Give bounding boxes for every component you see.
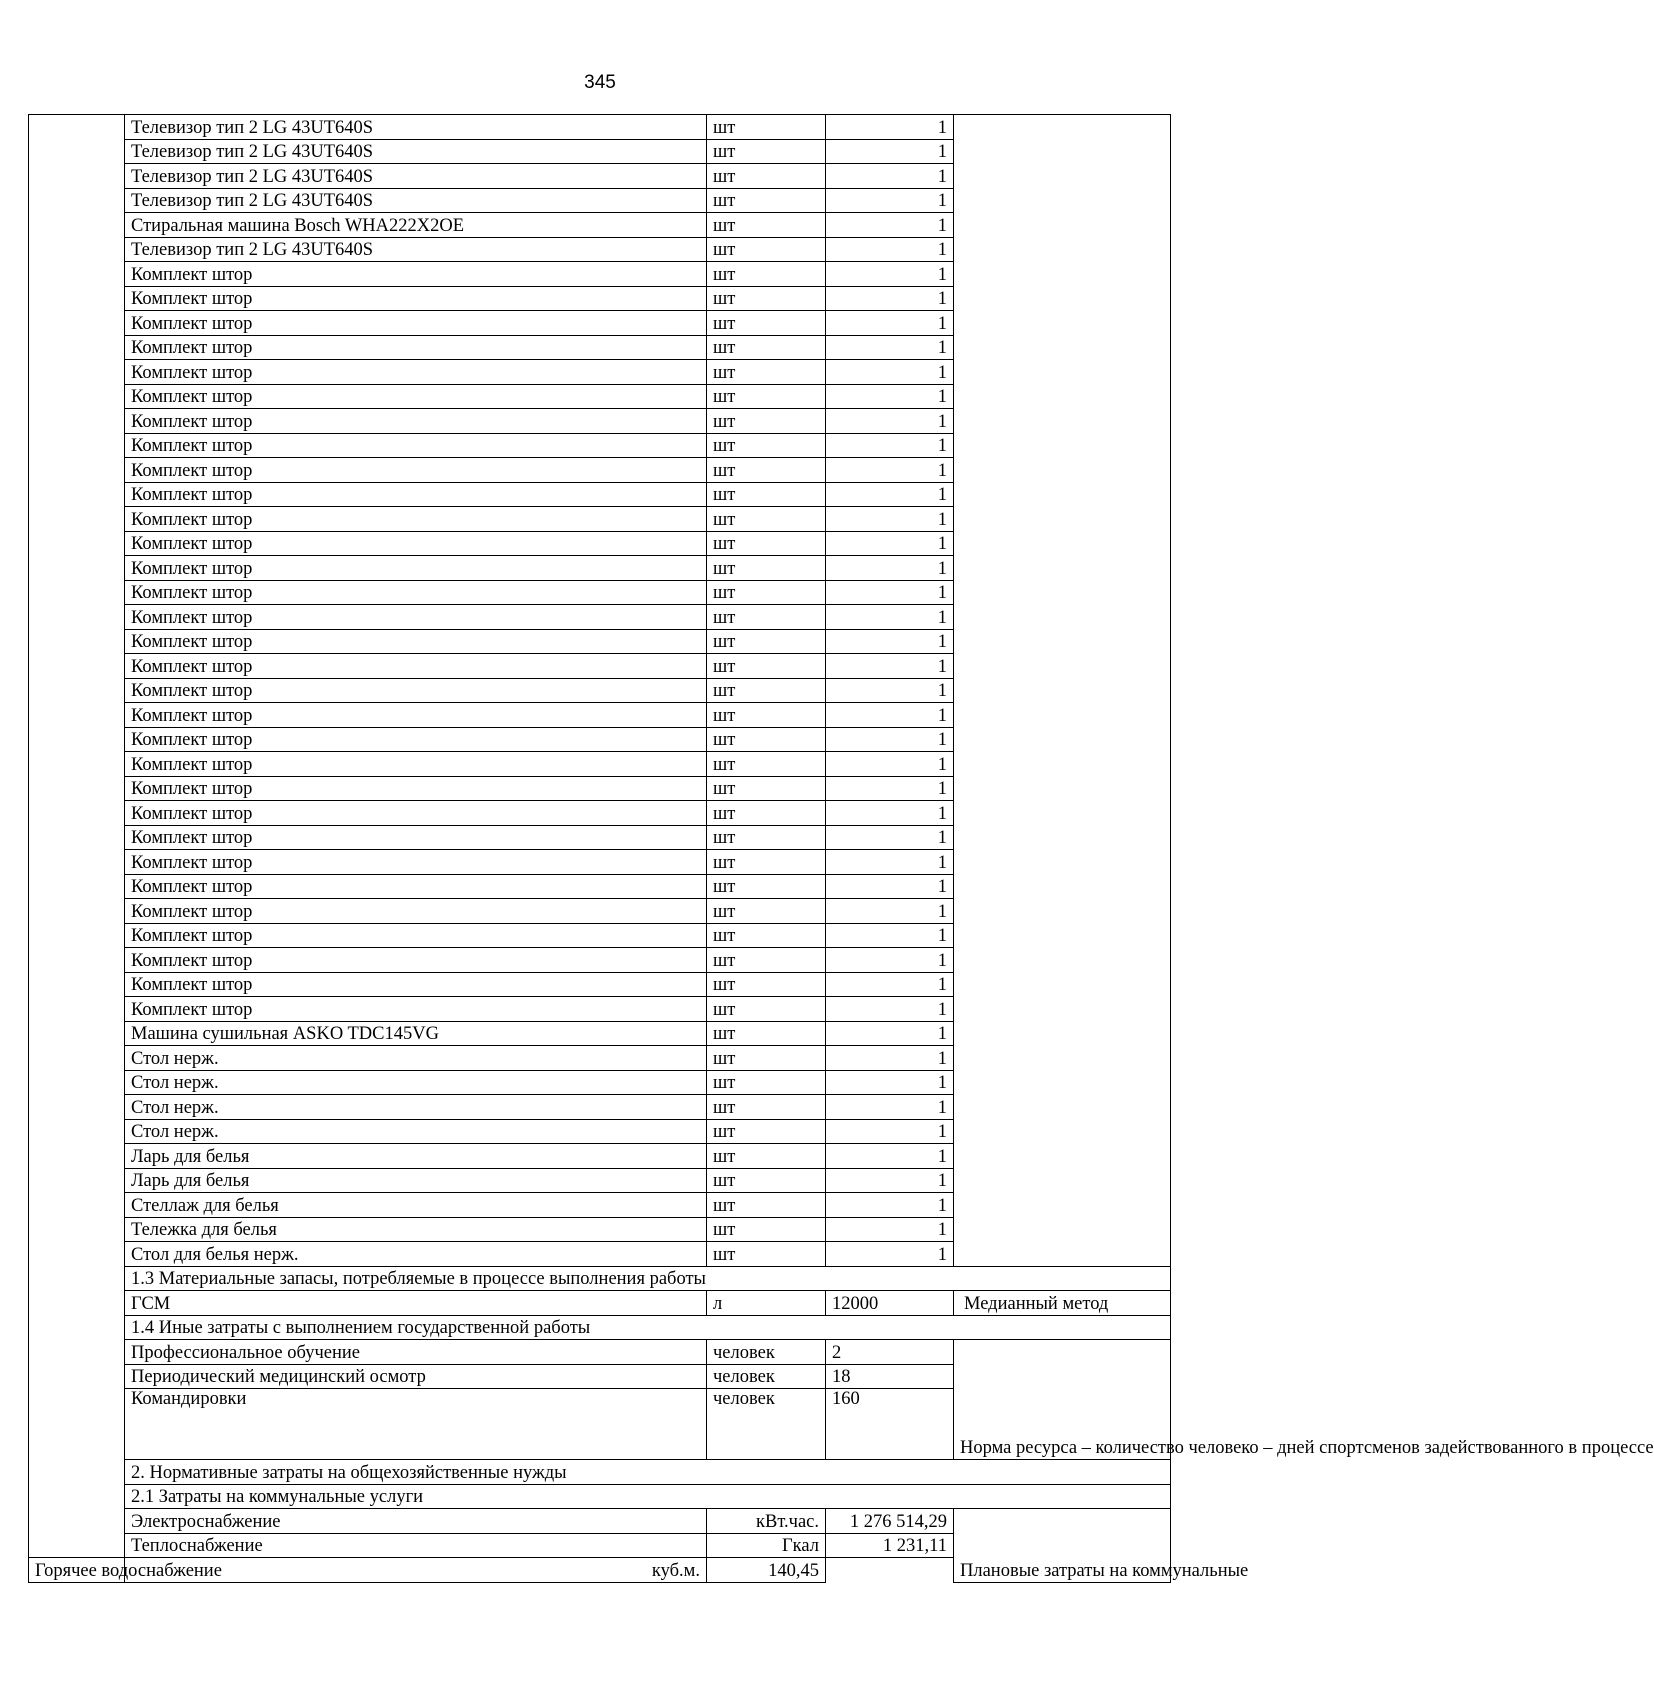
- unit-cell: шт: [707, 703, 826, 728]
- unit-cell: шт: [707, 531, 826, 556]
- unit-cell: шт: [707, 335, 826, 360]
- page-number: 345: [584, 72, 616, 93]
- qty-cell: 1: [826, 580, 954, 605]
- qty-cell: 1: [826, 458, 954, 483]
- qty-cell: 1: [826, 1144, 954, 1169]
- qty-cell: 18: [826, 1364, 954, 1389]
- name-cell: Стиральная машина Bosch WHA222X2OE: [125, 213, 707, 238]
- qty-cell: 1: [826, 1242, 954, 1267]
- name-cell: Комплект штор: [125, 801, 707, 826]
- unit-cell: шт: [707, 801, 826, 826]
- unit-cell: шт: [707, 825, 826, 850]
- unit-cell: шт: [707, 433, 826, 458]
- name-cell: Телевизор тип 2 LG 43UT640S: [125, 188, 707, 213]
- qty-cell: 160: [826, 1389, 954, 1460]
- qty-cell: 1: [826, 1119, 954, 1144]
- unit-cell: человек: [707, 1364, 826, 1389]
- unit-cell: шт: [707, 139, 826, 164]
- unit-cell: шт: [707, 874, 826, 899]
- unit-cell: шт: [707, 1095, 826, 1120]
- qty-cell: 1: [826, 335, 954, 360]
- qty-cell: 1: [826, 115, 954, 140]
- qty-cell: 1: [826, 1046, 954, 1071]
- qty-cell: 1 231,11: [826, 1533, 954, 1558]
- table-row: [29, 1509, 1171, 1534]
- qty-cell: 1: [826, 311, 954, 336]
- name-cell: Комплект штор: [125, 433, 707, 458]
- qty-cell: 1: [826, 997, 954, 1022]
- unit-cell: шт: [707, 237, 826, 262]
- qty-cell: 1: [826, 139, 954, 164]
- unit-cell: шт: [707, 1193, 826, 1218]
- qty-cell: 1: [826, 1070, 954, 1095]
- qty-cell: 1: [826, 972, 954, 997]
- name-cell: Командировки: [125, 1389, 707, 1460]
- section-2-1-title: 2.1 Затраты на коммунальные услуги: [125, 1484, 1171, 1509]
- unit-cell: шт: [707, 776, 826, 801]
- unit-cell: шт: [707, 580, 826, 605]
- qty-cell: 1: [826, 1193, 954, 1218]
- unit-cell: шт: [707, 605, 826, 630]
- table-row: [29, 1291, 1171, 1316]
- name-cell: Комплект штор: [125, 752, 707, 777]
- name-cell: Комплект штор: [125, 384, 707, 409]
- name-cell: Телевизор тип 2 LG 43UT640S: [125, 164, 707, 189]
- name-cell: Ларь для белья: [125, 1144, 707, 1169]
- unit-cell: шт: [707, 1242, 826, 1267]
- qty-cell: 1: [826, 286, 954, 311]
- qty-cell: 1: [826, 164, 954, 189]
- qty-cell: 1: [826, 654, 954, 679]
- qty-cell: 2: [826, 1340, 954, 1365]
- unit-cell: шт: [707, 727, 826, 752]
- qty-cell: 1 276 514,29: [826, 1509, 954, 1534]
- name-cell: Комплект штор: [125, 997, 707, 1022]
- name-cell: Комплект штор: [125, 311, 707, 336]
- unit-cell: шт: [707, 482, 826, 507]
- qty-cell: 1: [826, 531, 954, 556]
- qty-cell: 1: [826, 629, 954, 654]
- name-cell: Комплект штор: [125, 825, 707, 850]
- resource-table: [28, 114, 1654, 1583]
- unit-cell: человек: [707, 1389, 826, 1460]
- unit-cell: шт: [707, 1217, 826, 1242]
- unit-cell: шт: [707, 899, 826, 924]
- unit-cell: шт: [707, 311, 826, 336]
- unit-cell: шт: [707, 629, 826, 654]
- section-1-3-title: 1.3 Материальные запасы, потребляемые в процессе выполнения работы: [125, 1266, 1171, 1291]
- name-cell: Электроснабжение: [125, 1509, 707, 1534]
- section-1-4-title: 1.4 Иные затраты с выполнением государственной работы: [125, 1315, 1171, 1340]
- qty-cell: 1: [826, 923, 954, 948]
- unit-cell: шт: [707, 1021, 826, 1046]
- unit-cell: шт: [707, 1119, 826, 1144]
- section-2-title: 2. Нормативные затраты на общехозяйственные нужды: [125, 1460, 1171, 1485]
- name-cell: Комплект штор: [125, 286, 707, 311]
- qty-cell: 1: [826, 1095, 954, 1120]
- unit-cell: шт: [707, 458, 826, 483]
- name-cell: Телевизор тип 2 LG 43UT640S: [125, 237, 707, 262]
- unit-cell: куб.м.: [125, 1558, 707, 1583]
- unit-cell: кВт.час.: [707, 1509, 826, 1534]
- name-cell: Телевизор тип 2 LG 43UT640S: [125, 139, 707, 164]
- qty-cell: 1: [826, 1021, 954, 1046]
- name-cell: Комплект штор: [125, 360, 707, 385]
- qty-cell: 1: [826, 776, 954, 801]
- unit-cell: шт: [707, 678, 826, 703]
- qty-cell: 1: [826, 874, 954, 899]
- unit-cell: Гкал: [707, 1533, 826, 1558]
- name-cell: Стол нерж.: [125, 1119, 707, 1144]
- name-cell: Комплект штор: [125, 899, 707, 924]
- unit-cell: шт: [707, 654, 826, 679]
- name-cell: Комплект штор: [125, 654, 707, 679]
- name-cell: Горячее водоснабжение: [29, 1558, 125, 1583]
- section-1-3-row: [29, 1266, 1171, 1291]
- unit-cell: шт: [707, 188, 826, 213]
- name-cell: Периодический медицинский осмотр: [125, 1364, 707, 1389]
- name-cell: Комплект штор: [125, 335, 707, 360]
- unit-cell: шт: [707, 409, 826, 434]
- qty-cell: 1: [826, 433, 954, 458]
- unit-cell: шт: [707, 1070, 826, 1095]
- qty-cell: 1: [826, 678, 954, 703]
- name-cell: Комплект штор: [125, 409, 707, 434]
- qty-cell: 1: [826, 752, 954, 777]
- unit-cell: шт: [707, 972, 826, 997]
- name-cell: Комплект штор: [125, 556, 707, 581]
- qty-cell: 1: [826, 1217, 954, 1242]
- resource-table-body: [29, 115, 1654, 1583]
- name-cell: Профессиональное обучение: [125, 1340, 707, 1365]
- unit-cell: шт: [707, 997, 826, 1022]
- name-cell: Комплект штор: [125, 482, 707, 507]
- name-cell: Ларь для белья: [125, 1168, 707, 1193]
- name-cell: Комплект штор: [125, 727, 707, 752]
- qty-cell: 1: [826, 360, 954, 385]
- unit-cell: шт: [707, 213, 826, 238]
- name-cell: Стеллаж для белья: [125, 1193, 707, 1218]
- name-cell: ГСМ: [125, 1291, 707, 1316]
- unit-cell: человек: [707, 1340, 826, 1365]
- qty-cell: 1: [826, 703, 954, 728]
- name-cell: Комплект штор: [125, 605, 707, 630]
- name-cell: Комплект штор: [125, 776, 707, 801]
- unit-cell: шт: [707, 115, 826, 140]
- name-cell: Комплект штор: [125, 923, 707, 948]
- utilities-note: Плановые затраты на коммунальные: [954, 1509, 1171, 1583]
- name-cell: Стол нерж.: [125, 1046, 707, 1071]
- unit-cell: шт: [707, 384, 826, 409]
- name-cell: Комплект штор: [125, 948, 707, 973]
- name-cell: Комплект штор: [125, 507, 707, 532]
- name-cell: Комплект штор: [125, 678, 707, 703]
- section-2-row: [29, 1460, 1171, 1485]
- qty-cell: 1: [826, 213, 954, 238]
- qty-cell: 1: [826, 237, 954, 262]
- name-cell: Комплект штор: [125, 972, 707, 997]
- name-cell: Комплект штор: [125, 703, 707, 728]
- section-1-4-row: [29, 1315, 1171, 1340]
- qty-cell: 1: [826, 556, 954, 581]
- unit-cell: шт: [707, 1144, 826, 1169]
- name-cell: Комплект штор: [125, 850, 707, 875]
- qty-cell: 1: [826, 482, 954, 507]
- qty-cell: 1: [826, 948, 954, 973]
- name-cell: Комплект штор: [125, 531, 707, 556]
- unit-cell: шт: [707, 164, 826, 189]
- qty-cell: 1: [826, 507, 954, 532]
- index-column-cell: [29, 115, 125, 1558]
- name-cell: Комплект штор: [125, 874, 707, 899]
- qty-cell: 1: [826, 801, 954, 826]
- resource-norm-note: Норма ресурса – количество человеко – дней спортсменов задействованного в процессе: [954, 1340, 1171, 1460]
- qty-cell: 1: [826, 409, 954, 434]
- name-cell: Комплект штор: [125, 629, 707, 654]
- table-row: [29, 115, 1171, 140]
- name-cell: Стол для белья нерж.: [125, 1242, 707, 1267]
- unit-cell: л: [707, 1291, 826, 1316]
- qty-cell: 1: [826, 188, 954, 213]
- unit-cell: шт: [707, 948, 826, 973]
- name-cell: Комплект штор: [125, 262, 707, 287]
- note-cell-empty: [954, 115, 1171, 1267]
- unit-cell: шт: [707, 286, 826, 311]
- name-cell: Стол нерж.: [125, 1095, 707, 1120]
- method-cell: Медианный метод: [954, 1291, 1171, 1316]
- qty-cell: 1: [826, 850, 954, 875]
- name-cell: Тележка для белья: [125, 1217, 707, 1242]
- unit-cell: шт: [707, 923, 826, 948]
- qty-cell: 1: [826, 727, 954, 752]
- name-cell: Комплект штор: [125, 458, 707, 483]
- unit-cell: шт: [707, 850, 826, 875]
- section-2-1-row: [29, 1484, 1171, 1509]
- qty-cell: 1: [826, 262, 954, 287]
- name-cell: Телевизор тип 2 LG 43UT640S: [125, 115, 707, 140]
- unit-cell: шт: [707, 507, 826, 532]
- name-cell: Машина сушильная ASKO TDC145VG: [125, 1021, 707, 1046]
- qty-cell: 1: [826, 825, 954, 850]
- unit-cell: шт: [707, 752, 826, 777]
- qty-cell: 140,45: [707, 1558, 826, 1583]
- qty-cell: 12000: [826, 1291, 954, 1316]
- name-cell: Стол нерж.: [125, 1070, 707, 1095]
- qty-cell: 1: [826, 605, 954, 630]
- unit-cell: шт: [707, 262, 826, 287]
- table-row: [29, 1340, 1171, 1365]
- unit-cell: шт: [707, 1168, 826, 1193]
- unit-cell: шт: [707, 556, 826, 581]
- name-cell: Комплект штор: [125, 580, 707, 605]
- qty-cell: 1: [826, 899, 954, 924]
- unit-cell: шт: [707, 1046, 826, 1071]
- qty-cell: 1: [826, 384, 954, 409]
- name-cell: Теплоснабжение: [125, 1533, 707, 1558]
- qty-cell: 1: [826, 1168, 954, 1193]
- unit-cell: шт: [707, 360, 826, 385]
